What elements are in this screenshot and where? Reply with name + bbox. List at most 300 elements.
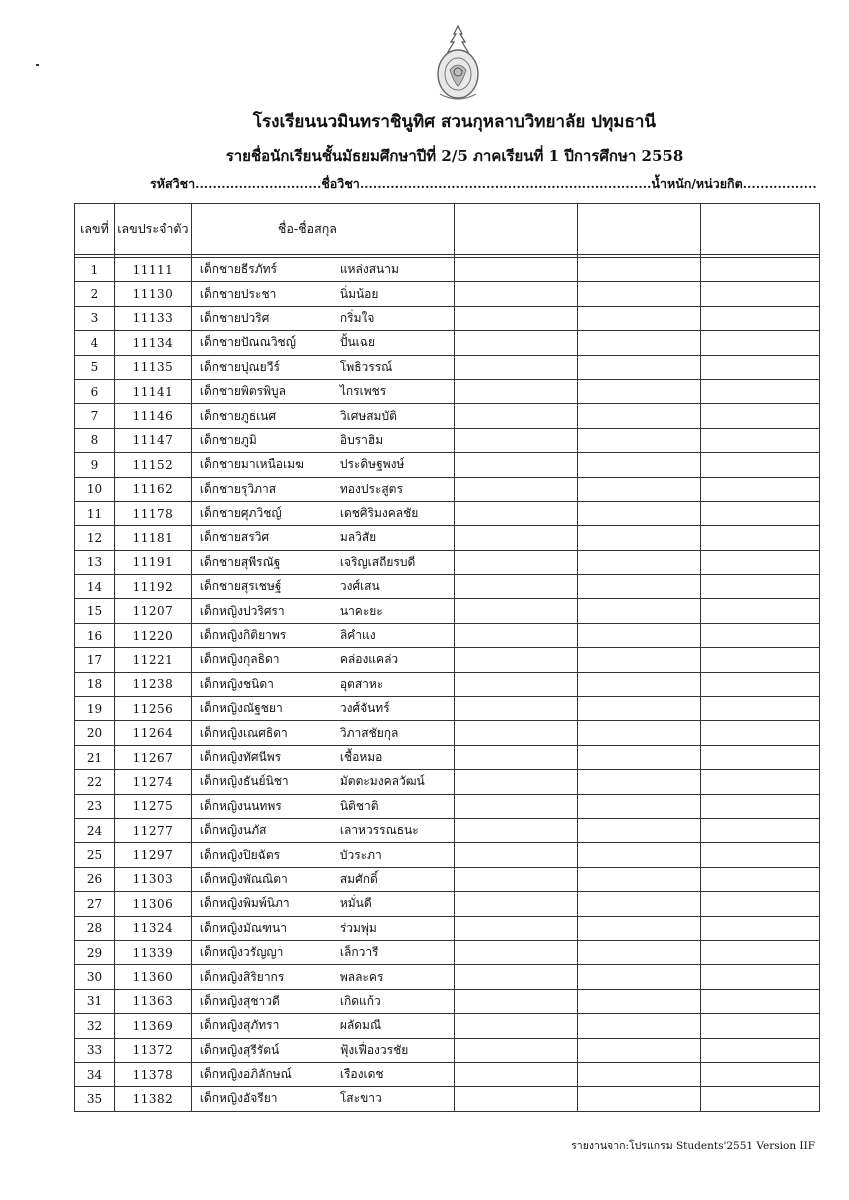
blank-cell (577, 501, 701, 525)
blank-cell (454, 623, 577, 647)
student-last-name: แหล่งสนาม (339, 262, 399, 277)
student-first-name: เด็กหญิงอภิลักษณ์ (199, 1067, 292, 1082)
blank-cell (454, 697, 577, 721)
student-first-name: เด็กชายปัณณวิชญ์ (199, 335, 296, 350)
student-first-name: เด็กหญิงปิยฉัตร (199, 847, 281, 862)
student-last-name: พลละคร (339, 969, 384, 984)
student-first-name: เด็กหญิงกุลธิดา (199, 652, 280, 667)
column-header-full-name: ชื่อ-ชื่อสกุล (191, 204, 454, 255)
student-last-name: มลวิสัย (339, 530, 377, 545)
table-row (75, 745, 820, 769)
student-name (191, 526, 454, 550)
student-name (191, 697, 454, 721)
blank-cell (701, 258, 820, 282)
blank-cell (701, 1087, 820, 1111)
blank-cell (454, 1062, 577, 1086)
blank-cell (701, 379, 820, 403)
row-number: 19 (75, 697, 115, 721)
student-id: 11267 (114, 745, 191, 769)
column-header-number: เลขที่ (75, 204, 115, 255)
student-id: 11220 (114, 623, 191, 647)
table-row (75, 794, 820, 818)
blank-cell (577, 1062, 701, 1086)
student-name (191, 550, 454, 574)
student-name (191, 477, 454, 501)
student-name (191, 1062, 454, 1086)
student-first-name: เด็กชายมาเหนือเมฆ (199, 457, 304, 472)
blank-cell (454, 258, 577, 282)
student-name (191, 599, 454, 623)
blank-cell (577, 258, 701, 282)
blank-cell (454, 721, 577, 745)
table-row (75, 770, 820, 794)
blank-cell (577, 623, 701, 647)
row-number: 8 (75, 428, 115, 452)
student-last-name: สมศักดิ์ (339, 871, 378, 886)
blank-cell (454, 794, 577, 818)
student-first-name: เด็กหญิงทัศนีพร (199, 750, 282, 764)
blank-cell (701, 477, 820, 501)
student-first-name: เด็กหญิงนนทพร (199, 798, 282, 813)
student-name (191, 843, 454, 867)
student-first-name: เด็กชายพิตรพิบูล (199, 384, 286, 399)
student-id: 11207 (114, 599, 191, 623)
blank-cell (454, 867, 577, 891)
student-id: 11133 (114, 306, 191, 330)
student-id: 11178 (114, 501, 191, 525)
student-first-name: เด็กหญิงชนิดา (199, 676, 274, 691)
student-last-name: เชื้อหมอ (339, 750, 383, 764)
table-row (75, 818, 820, 842)
student-last-name: โสะขาว (339, 1091, 382, 1106)
student-id: 11369 (114, 1014, 191, 1038)
blank-cell (701, 843, 820, 867)
blank-cell (701, 1014, 820, 1038)
table-header-row (75, 204, 820, 255)
student-first-name: เด็กหญิงสุรีรัตน์ (199, 1042, 280, 1057)
student-name (191, 721, 454, 745)
school-name-heading: โรงเรียนนวมินทราชินูทิศ สวนกุหลาบวิทยาลัย ปทุมธานี (252, 112, 657, 132)
blank-cell (701, 550, 820, 574)
student-first-name: เด็กชายปุณยวีร์ (199, 359, 280, 374)
row-number: 27 (75, 892, 115, 916)
blank-cell (454, 477, 577, 501)
blank-cell (577, 282, 701, 306)
row-number: 7 (75, 404, 115, 428)
row-number: 28 (75, 916, 115, 940)
table-row (75, 331, 820, 355)
student-id: 11221 (114, 648, 191, 672)
row-number: 9 (75, 453, 115, 477)
row-number: 30 (75, 965, 115, 989)
student-name (191, 404, 454, 428)
report-footer: รายงานจาก:โปรแกรม Students'2551 Version IIF (571, 1140, 815, 1152)
student-name (191, 794, 454, 818)
table-row (75, 428, 820, 452)
table-row (75, 867, 820, 891)
row-number: 22 (75, 770, 115, 794)
student-last-name: กริ่มใจ (339, 310, 375, 325)
student-last-name: เจริญเสถียรบดี (339, 554, 416, 569)
blank-cell (577, 721, 701, 745)
student-last-name: นิติชาติ (339, 798, 379, 813)
table-row (75, 575, 820, 599)
blank-cell (701, 916, 820, 940)
student-id: 11134 (114, 331, 191, 355)
student-id: 11130 (114, 282, 191, 306)
student-id: 11297 (114, 843, 191, 867)
student-name (191, 453, 454, 477)
blank-cell (577, 477, 701, 501)
student-last-name: อุตสาหะ (339, 676, 384, 691)
row-number: 11 (75, 501, 115, 525)
student-id: 11256 (114, 697, 191, 721)
row-number: 35 (75, 1087, 115, 1111)
student-first-name: เด็กหญิงพิมพ์นิภา (199, 896, 290, 911)
blank-cell (577, 550, 701, 574)
blank-cell (577, 526, 701, 550)
blank-cell (577, 697, 701, 721)
blank-cell (454, 453, 577, 477)
student-last-name: ประดิษฐพงษ์ (339, 457, 405, 472)
student-first-name: เด็กหญิงกิติยาพร (199, 628, 287, 643)
table-row (75, 1014, 820, 1038)
row-number: 2 (75, 282, 115, 306)
student-name (191, 306, 454, 330)
table-row (75, 672, 820, 696)
table-row (75, 306, 820, 330)
student-last-name: เรืองเดช (339, 1067, 384, 1082)
table-row (75, 697, 820, 721)
student-id: 11141 (114, 379, 191, 403)
student-last-name: วิภาสชัยกุล (339, 725, 399, 740)
blank-cell (577, 599, 701, 623)
blank-cell (577, 453, 701, 477)
student-last-name: ร่วมพุ่ม (339, 920, 377, 935)
student-name (191, 1087, 454, 1111)
blank-cell (701, 818, 820, 842)
student-last-name: เดชศิริมงคลชัย (339, 506, 419, 521)
blank-cell (701, 1062, 820, 1086)
student-name (191, 623, 454, 647)
student-first-name: เด็กชายภูธเนศ (199, 408, 277, 423)
row-number: 15 (75, 599, 115, 623)
blank-cell (577, 575, 701, 599)
row-number: 16 (75, 623, 115, 647)
student-id: 11191 (114, 550, 191, 574)
student-id: 11382 (114, 1087, 191, 1111)
table-row (75, 550, 820, 574)
student-name (191, 428, 454, 452)
blank-cell (454, 892, 577, 916)
student-last-name: นิ่มน้อย (339, 286, 379, 301)
blank-cell (701, 648, 820, 672)
table-row (75, 1038, 820, 1062)
row-number: 1 (75, 258, 115, 282)
row-number: 26 (75, 867, 115, 891)
table-row (75, 989, 820, 1013)
student-id: 11111 (114, 258, 191, 282)
student-id: 11264 (114, 721, 191, 745)
column-header-blank-3 (701, 204, 820, 255)
student-name (191, 745, 454, 769)
table-row (75, 623, 820, 647)
table-row (75, 965, 820, 989)
row-number: 25 (75, 843, 115, 867)
blank-cell (701, 989, 820, 1013)
student-id: 11360 (114, 965, 191, 989)
student-first-name: เด็กหญิงพัณณิตา (199, 871, 288, 886)
student-first-name: เด็กหญิงธันย์นิชา (199, 774, 289, 789)
table-row (75, 404, 820, 428)
student-name (191, 379, 454, 403)
student-name (191, 672, 454, 696)
student-id: 11146 (114, 404, 191, 428)
column-header-student-id: เลขประจำตัว (114, 204, 191, 255)
row-number: 13 (75, 550, 115, 574)
row-number: 18 (75, 672, 115, 696)
student-first-name: เด็กหญิงสุภัทรา (199, 1018, 280, 1033)
student-first-name: เด็กชายสรวิศ (199, 530, 270, 545)
student-last-name: บัวระภา (339, 847, 382, 862)
student-first-name: เด็กชายธีรภัทร์ (199, 262, 277, 277)
blank-cell (577, 867, 701, 891)
student-name (191, 1014, 454, 1038)
blank-cell (577, 1038, 701, 1062)
column-header-blank-2 (577, 204, 701, 255)
blank-cell (454, 331, 577, 355)
student-name (191, 575, 454, 599)
blank-cell (701, 331, 820, 355)
student-roster-table (74, 203, 820, 1112)
student-id: 11277 (114, 818, 191, 842)
blank-cell (454, 965, 577, 989)
student-name (191, 1038, 454, 1062)
row-number: 3 (75, 306, 115, 330)
student-last-name: ทองประสูตร (339, 481, 403, 496)
column-header-blank-1 (454, 204, 577, 255)
row-number: 29 (75, 940, 115, 964)
student-first-name: เด็กหญิงสุชาวดี (199, 993, 280, 1008)
table-row (75, 379, 820, 403)
student-id: 11274 (114, 770, 191, 794)
blank-cell (577, 843, 701, 867)
student-name (191, 940, 454, 964)
blank-cell (454, 428, 577, 452)
blank-cell (701, 892, 820, 916)
blank-cell (454, 526, 577, 550)
student-first-name: เด็กชายรุวิภาส (199, 481, 277, 496)
student-name (191, 818, 454, 842)
student-name (191, 892, 454, 916)
student-id: 11324 (114, 916, 191, 940)
student-first-name: เด็กหญิงณัฐชยา (199, 701, 283, 716)
blank-cell (701, 770, 820, 794)
student-id: 11372 (114, 1038, 191, 1062)
student-name (191, 355, 454, 379)
blank-cell (454, 1014, 577, 1038)
student-last-name: ผลัดมณี (339, 1018, 382, 1033)
blank-cell (577, 648, 701, 672)
row-number: 21 (75, 745, 115, 769)
blank-cell (701, 575, 820, 599)
blank-cell (454, 818, 577, 842)
blank-cell (454, 501, 577, 525)
blank-cell (701, 501, 820, 525)
row-number: 20 (75, 721, 115, 745)
blank-cell (454, 355, 577, 379)
blank-cell (701, 355, 820, 379)
blank-cell (454, 940, 577, 964)
student-last-name: นาคะยะ (339, 603, 383, 618)
blank-cell (701, 672, 820, 696)
blank-cell (577, 940, 701, 964)
blank-cell (577, 965, 701, 989)
table-row (75, 355, 820, 379)
table-row (75, 648, 820, 672)
student-id: 11135 (114, 355, 191, 379)
blank-cell (577, 355, 701, 379)
student-first-name: เด็กชายสุพีรณัฐ (199, 554, 281, 569)
scan-speck (36, 64, 39, 66)
blank-cell (577, 331, 701, 355)
student-name (191, 867, 454, 891)
row-number: 24 (75, 818, 115, 842)
blank-cell (701, 721, 820, 745)
table-row (75, 282, 820, 306)
table-row (75, 501, 820, 525)
student-last-name: ปั้นเฉย (339, 335, 375, 350)
student-last-name: ฟุ้งเฟื่องวรชัย (339, 1042, 409, 1057)
blank-cell (577, 892, 701, 916)
blank-cell (454, 989, 577, 1013)
blank-cell (577, 428, 701, 452)
table-row (75, 721, 820, 745)
table-row (75, 1087, 820, 1111)
student-first-name: เด็กหญิงอัจรียา (199, 1091, 278, 1106)
subject-name-label: ชื่อวิชา................................................................... (321, 176, 652, 191)
student-id: 11192 (114, 575, 191, 599)
student-name (191, 648, 454, 672)
table-row (75, 599, 820, 623)
table-row (75, 916, 820, 940)
row-number: 5 (75, 355, 115, 379)
student-first-name: เด็กชายภูมิ (199, 432, 257, 447)
blank-cell (577, 770, 701, 794)
student-name (191, 501, 454, 525)
student-last-name: เล็กวารี (339, 945, 379, 960)
class-term-heading: รายชื่อนักเรียนชั้นมัธยมศึกษาปีที่ 2/5 ภาคเรียนที่ 1 ปีการศึกษา 2558 (225, 147, 684, 165)
blank-cell (577, 672, 701, 696)
blank-cell (577, 379, 701, 403)
student-id: 11147 (114, 428, 191, 452)
student-id: 11306 (114, 892, 191, 916)
student-first-name: เด็กหญิงมัณฑนา (199, 920, 287, 935)
blank-cell (454, 282, 577, 306)
student-name (191, 770, 454, 794)
blank-cell (454, 1038, 577, 1062)
student-last-name: อิบราฮิม (339, 432, 384, 447)
table-row (75, 526, 820, 550)
blank-cell (577, 1014, 701, 1038)
student-id: 11378 (114, 1062, 191, 1086)
student-id: 11152 (114, 453, 191, 477)
student-last-name: หมั่นดี (339, 896, 372, 911)
blank-cell (577, 916, 701, 940)
blank-cell (454, 770, 577, 794)
row-number: 17 (75, 648, 115, 672)
blank-cell (577, 818, 701, 842)
blank-cell (577, 794, 701, 818)
blank-cell (454, 404, 577, 428)
student-name (191, 916, 454, 940)
student-id: 11238 (114, 672, 191, 696)
student-first-name: เด็กหญิงสิริยากร (199, 969, 285, 984)
table-row (75, 1062, 820, 1086)
table-row (75, 258, 820, 282)
student-first-name: เด็กหญิงวรัญญา (199, 945, 284, 960)
blank-cell (454, 599, 577, 623)
table-row (75, 453, 820, 477)
student-name (191, 282, 454, 306)
blank-cell (577, 1087, 701, 1111)
table-row (75, 940, 820, 964)
blank-cell (454, 916, 577, 940)
row-number: 34 (75, 1062, 115, 1086)
student-last-name: วงศ์จันทร์ (339, 701, 390, 716)
school-emblem-icon (432, 24, 484, 102)
row-number: 6 (75, 379, 115, 403)
blank-cell (701, 282, 820, 306)
student-name (191, 258, 454, 282)
table-row (75, 843, 820, 867)
student-first-name: เด็กชายประชา (199, 286, 277, 301)
student-last-name: ลิคำแง (339, 628, 376, 643)
student-first-name: เด็กชายปวริศ (199, 310, 270, 325)
blank-cell (701, 623, 820, 647)
blank-cell (454, 1087, 577, 1111)
student-last-name: เกิดแก้ว (339, 993, 381, 1008)
student-first-name: เด็กหญิงนภัส (199, 823, 267, 838)
credit-label: น้ำหนัก/หน่วยกิต................. (651, 176, 817, 191)
blank-cell (577, 306, 701, 330)
row-number: 14 (75, 575, 115, 599)
blank-cell (701, 745, 820, 769)
student-first-name: เด็กชายสุรเชษฐ์ (199, 579, 282, 594)
blank-cell (454, 672, 577, 696)
blank-cell (454, 575, 577, 599)
subject-code-label: รหัสวิชา............................. (150, 176, 322, 191)
row-number: 23 (75, 794, 115, 818)
table-row (75, 892, 820, 916)
blank-cell (577, 989, 701, 1013)
student-name (191, 331, 454, 355)
table-row (75, 477, 820, 501)
student-last-name: ไกรเพชร (339, 384, 387, 399)
blank-cell (701, 306, 820, 330)
blank-cell (701, 1038, 820, 1062)
student-name (191, 989, 454, 1013)
student-id: 11275 (114, 794, 191, 818)
student-id: 11181 (114, 526, 191, 550)
student-id: 11339 (114, 940, 191, 964)
blank-cell (701, 940, 820, 964)
blank-cell (701, 867, 820, 891)
student-last-name: คล่องแคล่ว (339, 652, 399, 667)
student-id: 11303 (114, 867, 191, 891)
row-number: 33 (75, 1038, 115, 1062)
student-first-name: เด็กหญิงเณศธิดา (199, 725, 288, 740)
